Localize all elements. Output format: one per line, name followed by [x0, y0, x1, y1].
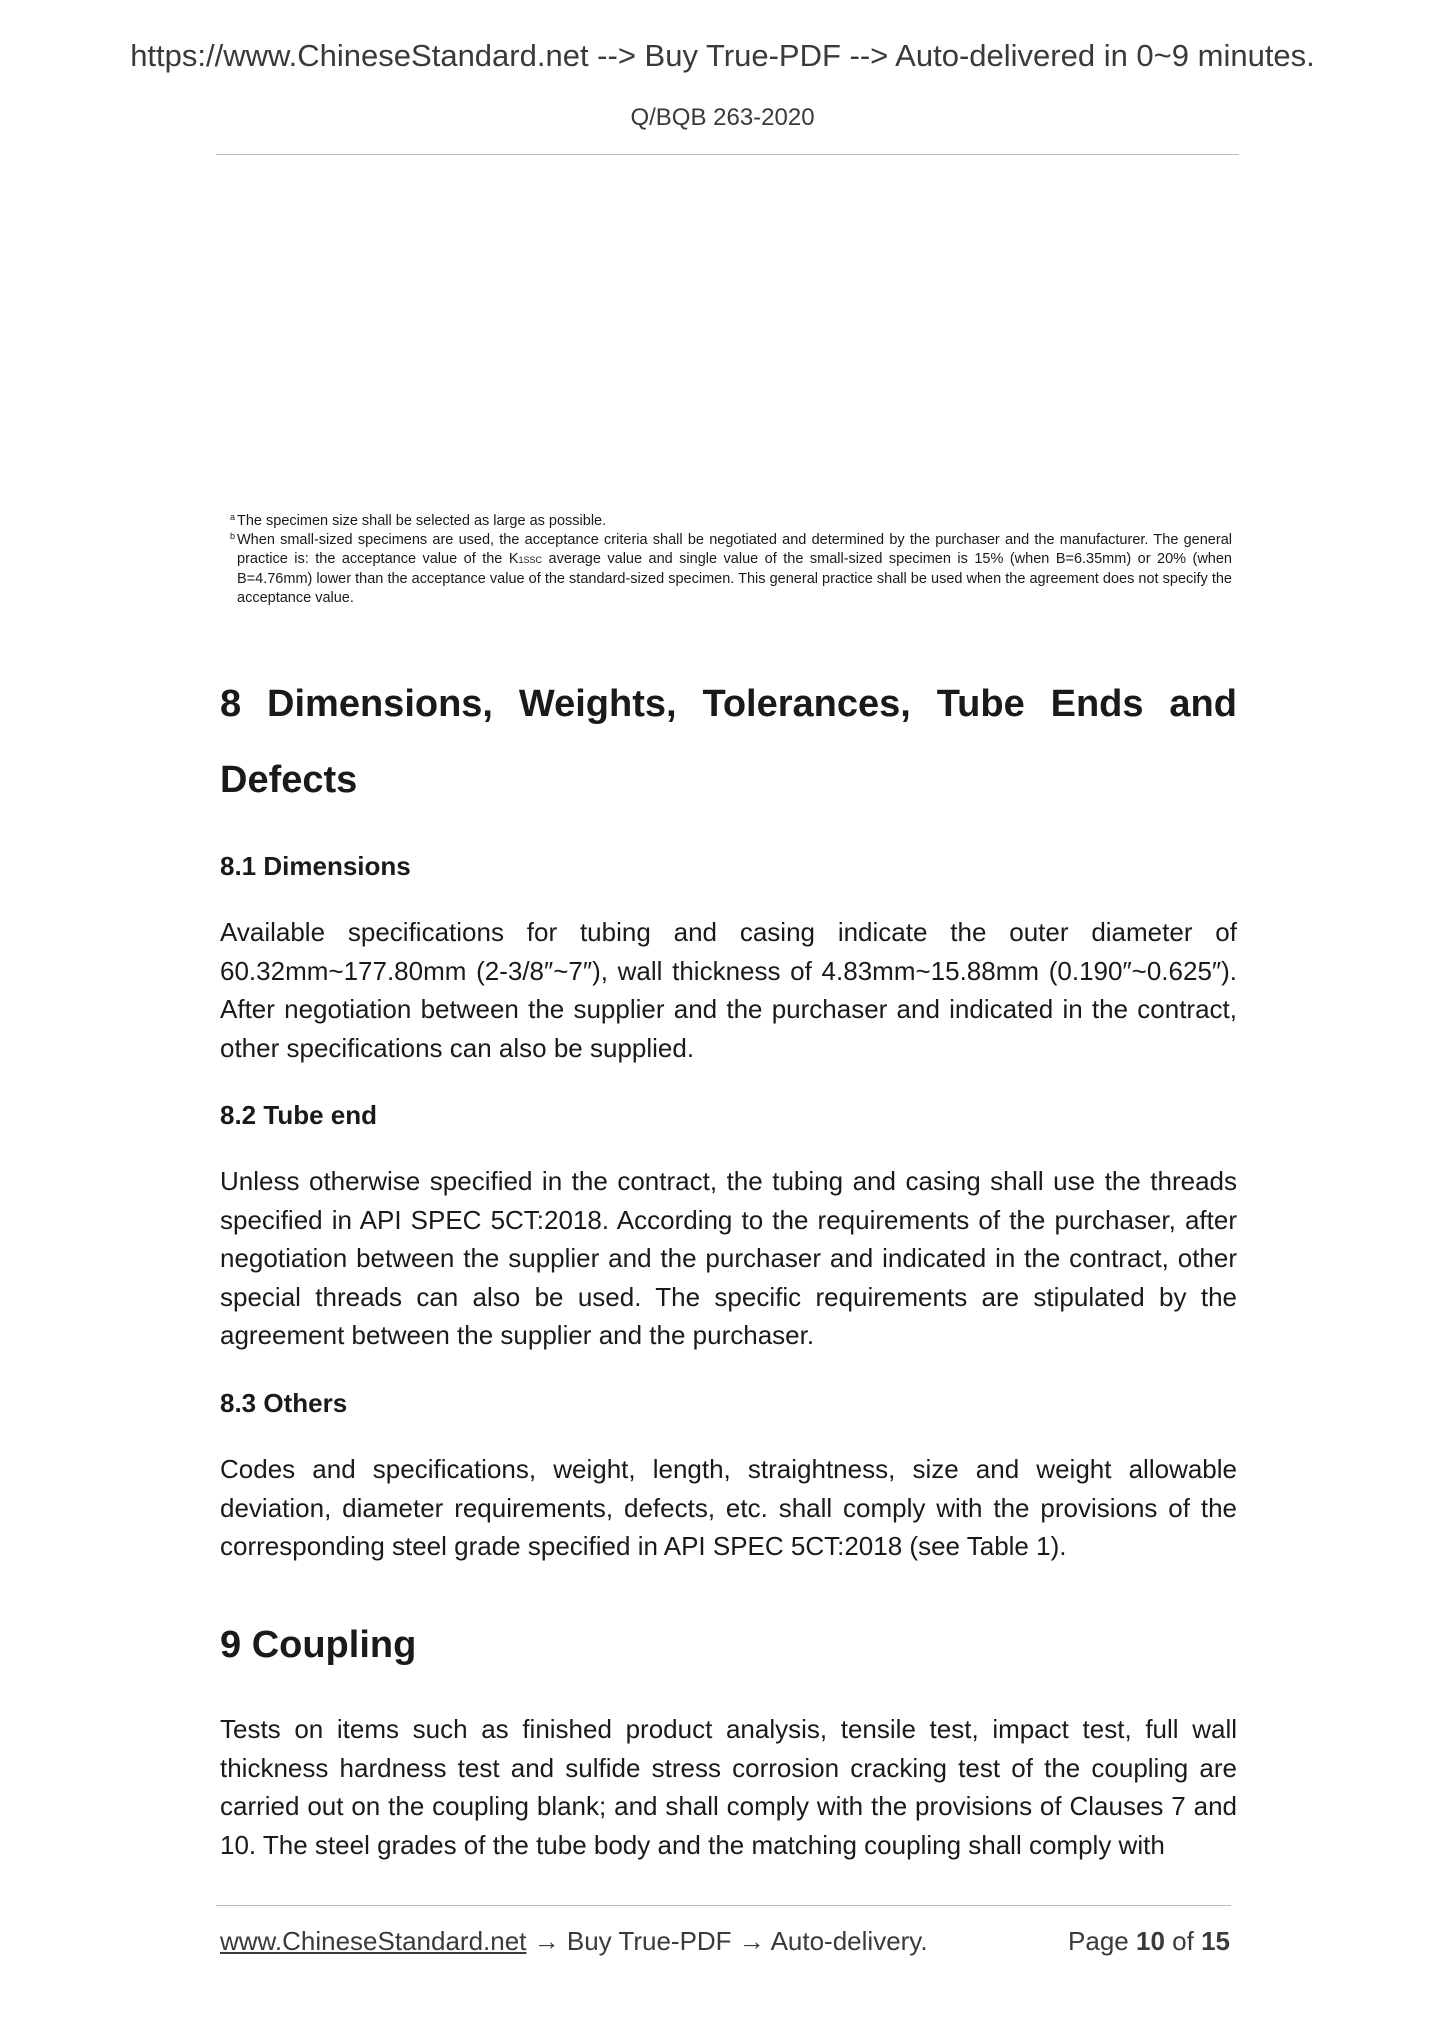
- title-word: Dimensions,: [267, 683, 493, 725]
- section-8-1-heading: 8.1 Dimensions: [220, 851, 411, 881]
- footnote-b-mark: b: [230, 531, 236, 541]
- section-8-3-heading: 8.3 Others: [220, 1388, 348, 1418]
- footnote-b-subscript: 1SSC: [518, 555, 543, 565]
- footnote-b-text-2: average value and single value of the small-sized specimen is 15% (when B=6.35mm) or 20% (when B=4.76mm) lower than the acceptance value of the standard-sized specimen. This general practice shall be used when the agreement does not specify the acceptance value.: [237, 551, 1232, 606]
- banner-url[interactable]: https://www.ChineseStandard.net --> Buy True-PDF --> Auto-delivered in 0~9 minutes.: [130, 38, 1315, 73]
- footer-divider: [216, 1905, 1231, 1906]
- section-8-3-paragraph: Codes and specifications, weight, length, straightness, size and weight allowable deviation, diameter requirements, defects, etc. shall comply with the provisions of the corresponding steel grade specified in API SPEC 5CT:2018 (see Table 1).: [220, 1454, 1237, 1561]
- section-8-2-heading: 8.2 Tube end: [220, 1100, 377, 1130]
- section-8-title-line-2: Defects: [220, 759, 358, 801]
- page-indicator: [1068, 1926, 1230, 1957]
- footnote-b: [230, 531, 1232, 608]
- title-word: and: [1169, 683, 1237, 725]
- footnote-a-mark: a: [230, 512, 236, 522]
- doc-id: Q/BQB 263-2020: [630, 104, 815, 131]
- table-footnotes: [230, 512, 1232, 608]
- title-word: 8: [220, 683, 242, 725]
- section-8-title-line-1: [220, 666, 1237, 742]
- title-word: Tolerances,: [702, 683, 911, 725]
- section-8-title: [220, 666, 1237, 818]
- section-8-2-paragraph: Unless otherwise specified in the contract, the tubing and casing shall use the threads specified in API SPEC 5CT:2018. According to the requirements of the purchaser, after negotiation between the supplier and the purchaser and indicated in the contract, other special threads can also be used. The specific requirements are stipulated by the agreement between the supplier and the purchaser.: [220, 1166, 1237, 1350]
- footnote-b-text-1: When small-sized specimens are used, the acceptance criteria shall be negotiated and determined by the purchaser and the manufacturer. The general practice is: the acceptance value of the K: [237, 532, 1232, 567]
- page-label: Page: [1068, 1926, 1129, 1956]
- footer-site-link[interactable]: www.ChineseStandard.net: [220, 1926, 527, 1956]
- title-word: Tube: [936, 683, 1025, 725]
- page-total: 15: [1201, 1926, 1230, 1956]
- footnote-a: [230, 512, 1232, 531]
- page-of-label: of: [1172, 1926, 1194, 1956]
- page-number: 10: [1136, 1926, 1165, 1956]
- section-9-paragraph: Tests on items such as finished product analysis, tensile test, impact test, full wall thickness hardness test and sulfide stress corrosion cracking test of the coupling are carried out on the coupling blank; and shall comply with the provisions of Clauses 7 and 10. The steel grades of the tube body and the matching coupling shall comply with: [220, 1714, 1237, 1860]
- header-divider: [216, 154, 1239, 155]
- section-8-1-paragraph: Available specifications for tubing and casing indicate the outer diameter of 60.32mm~177.80mm (2-3/8″~7″), wall thickness of 4.83mm~15.88mm (0.190″~0.625″). After negotiation between the supplier and the purchaser and indicated in the contract, other specifications can also be supplied.: [220, 917, 1237, 1063]
- title-word: Ends: [1050, 683, 1144, 725]
- footer-tagline: → Buy True-PDF → Auto-delivery.: [526, 1926, 928, 1956]
- footer: [220, 1926, 1230, 1957]
- title-word: Weights,: [518, 683, 677, 725]
- section-9-title: 9 Coupling: [220, 1624, 417, 1666]
- footnote-a-text: The specimen size shall be selected as large as possible.: [237, 513, 607, 529]
